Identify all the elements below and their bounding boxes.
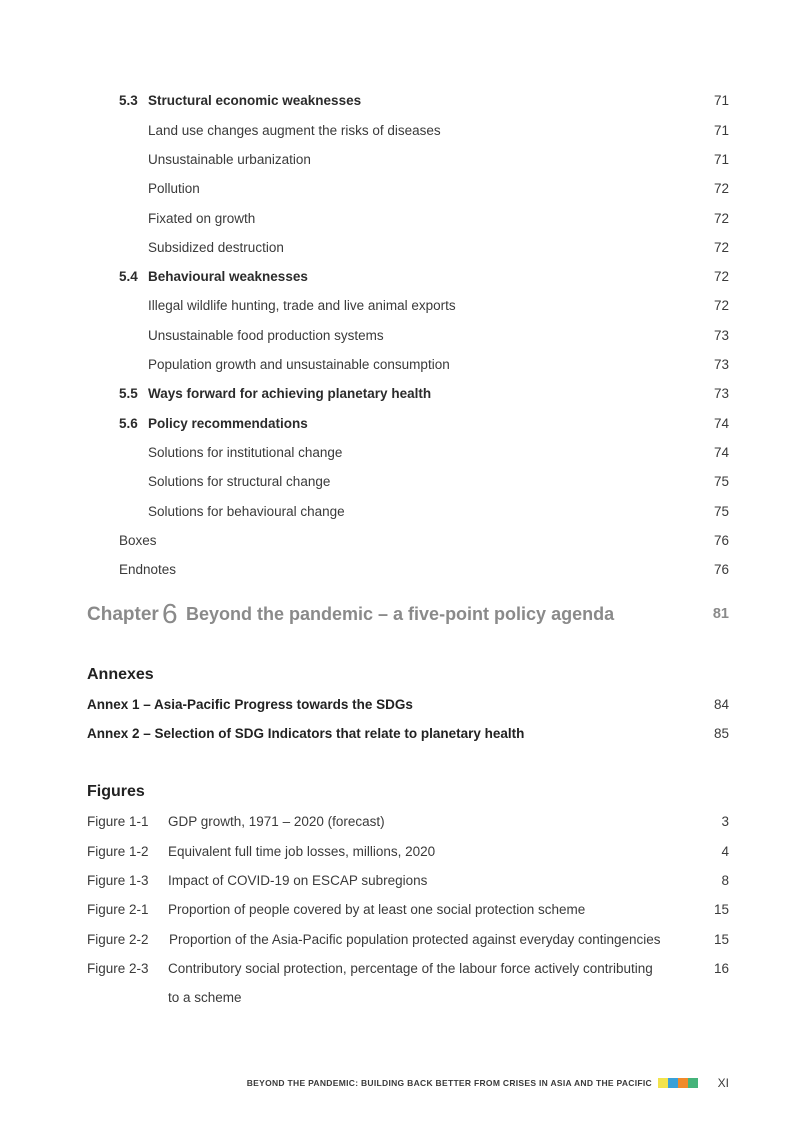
toc-section-title: Structural economic weaknesses	[148, 93, 362, 108]
toc-row[interactable]	[0, 355, 793, 375]
chapter-title: Beyond the pandemic – a five-point policy agenda	[186, 604, 615, 624]
toc-subsection-title: Solutions for behavioural change	[148, 504, 345, 519]
toc-row-5-3[interactable]	[0, 91, 793, 111]
color-bar-yellow	[658, 1078, 668, 1088]
toc-subsection-title: Fixated on growth	[148, 211, 256, 226]
color-bar-green	[688, 1078, 698, 1088]
toc-row-5-4[interactable]	[0, 267, 793, 287]
figure-title: Contributory social protection, percentage of the labour force actively contributing	[168, 961, 653, 976]
figure-page-number: 3	[721, 814, 729, 829]
color-bar-blue	[668, 1078, 678, 1088]
toc-page-number: 71	[713, 152, 729, 167]
toc-page-number: 72	[713, 211, 729, 226]
toc-row[interactable]	[0, 326, 793, 346]
toc-section-number: 5.5	[119, 386, 138, 401]
running-title: BEYOND THE PANDEMIC: BUILDING BACK BETTER FROM CRISES IN ASIA AND THE PACIFIC	[246, 1078, 652, 1088]
toc-entry-title: Endnotes	[119, 562, 177, 577]
toc-page-number: 74	[713, 416, 729, 431]
toc-row[interactable]	[0, 472, 793, 492]
figure-label: Figure 1-3	[87, 873, 149, 888]
figure-row[interactable]	[0, 930, 793, 950]
toc-section-number: 5.6	[119, 416, 138, 431]
figure-title: Proportion of people covered by at least one social protection scheme	[168, 902, 586, 917]
annex-page-number: 85	[713, 726, 729, 741]
toc-subsection-title: Population growth and unsustainable consumption	[148, 357, 450, 372]
toc-page-number: 75	[713, 504, 729, 519]
chapter-6-entry[interactable]	[0, 598, 793, 632]
figure-label: Figure 1-1	[87, 814, 149, 829]
figure-row[interactable]	[0, 900, 793, 920]
color-bar-logo	[658, 1078, 698, 1088]
toc-section-title: Policy recommendations	[148, 416, 308, 431]
toc-row[interactable]	[0, 502, 793, 522]
toc-subsection-title: Solutions for structural change	[148, 474, 331, 489]
figure-row[interactable]	[0, 812, 793, 832]
figure-title-continuation: to a scheme	[168, 990, 242, 1005]
color-bar-orange	[678, 1078, 688, 1088]
toc-subsection-title: Illegal wildlife hunting, trade and live animal exports	[148, 298, 456, 313]
toc-subsection-title: Unsustainable urbanization	[148, 152, 311, 167]
toc-page-number: 72	[713, 181, 729, 196]
toc-page-number: 72	[713, 240, 729, 255]
toc-subsection-title: Subsidized destruction	[148, 240, 284, 255]
toc-section-number: 5.3	[119, 93, 138, 108]
toc-row[interactable]	[0, 150, 793, 170]
toc-page-number: 71	[713, 123, 729, 138]
toc-page-number: 73	[713, 357, 729, 372]
toc-row-boxes[interactable]	[0, 531, 793, 551]
toc-row-5-5[interactable]	[0, 384, 793, 404]
figure-page-number: 4	[721, 844, 729, 859]
toc-row-endnotes[interactable]	[0, 560, 793, 580]
toc-subsection-title: Land use changes augment the risks of diseases	[148, 123, 441, 138]
chapter-page-number: 81	[712, 606, 729, 622]
figures-heading: Figures	[87, 783, 145, 800]
toc-page-number: 76	[713, 562, 729, 577]
toc-row[interactable]	[0, 443, 793, 463]
figure-title: GDP growth, 1971 – 2020 (forecast)	[168, 814, 385, 829]
toc-page-number: 74	[713, 445, 729, 460]
toc-section-number: 5.4	[119, 269, 138, 284]
toc-page-number: 72	[713, 269, 729, 284]
annex-title: Annex 1 – Asia-Pacific Progress towards the SDGs	[87, 697, 413, 712]
figure-title: Impact of COVID-19 on ESCAP subregions	[168, 873, 428, 888]
figure-page-number: 16	[713, 961, 729, 976]
page-footer	[0, 1076, 793, 1092]
annex-row[interactable]	[0, 695, 793, 715]
toc-subsection-title: Pollution	[148, 181, 200, 196]
figure-label: Figure 2-2	[87, 932, 149, 947]
chapter-label: Chapter	[87, 604, 159, 625]
figure-row[interactable]	[0, 871, 793, 891]
annex-page-number: 84	[713, 697, 729, 712]
figure-title: Equivalent full time job losses, millions, 2020	[168, 844, 436, 859]
toc-subsection-title: Unsustainable food production systems	[148, 328, 384, 343]
toc-section-title: Behavioural weaknesses	[148, 269, 308, 284]
toc-row-5-6[interactable]	[0, 414, 793, 434]
toc-page-number: 73	[713, 328, 729, 343]
figure-label: Figure 1-2	[87, 844, 149, 859]
toc-section-title: Ways forward for achieving planetary health	[148, 386, 432, 401]
annex-title: Annex 2 – Selection of SDG Indicators that relate to planetary health	[87, 726, 525, 741]
annex-row[interactable]	[0, 724, 793, 744]
toc-row[interactable]	[0, 296, 793, 316]
page-number: XI	[717, 1076, 729, 1090]
toc-row[interactable]	[0, 121, 793, 141]
figure-row[interactable]	[0, 842, 793, 862]
toc-subsection-title: Solutions for institutional change	[148, 445, 343, 460]
toc-row[interactable]	[0, 238, 793, 258]
toc-page-number: 76	[713, 533, 729, 548]
toc-entry-title: Boxes	[119, 533, 157, 548]
toc-page-number: 71	[713, 93, 729, 108]
figure-row[interactable]	[0, 959, 793, 979]
toc-row[interactable]	[0, 209, 793, 229]
figure-page-number: 15	[713, 932, 729, 947]
figure-title: Proportion of the Asia-Pacific population protected against everyday contingencies	[169, 932, 661, 947]
figure-label: Figure 2-1	[87, 902, 149, 917]
figure-label: Figure 2-3	[87, 961, 149, 976]
figure-page-number: 8	[721, 873, 729, 888]
toc-page-number: 72	[713, 298, 729, 313]
toc-page-number: 75	[713, 474, 729, 489]
annexes-heading: Annexes	[87, 666, 154, 683]
toc-page-number: 73	[713, 386, 729, 401]
toc-row[interactable]	[0, 179, 793, 199]
figure-page-number: 15	[713, 902, 729, 917]
chapter-number: 6	[162, 598, 178, 629]
